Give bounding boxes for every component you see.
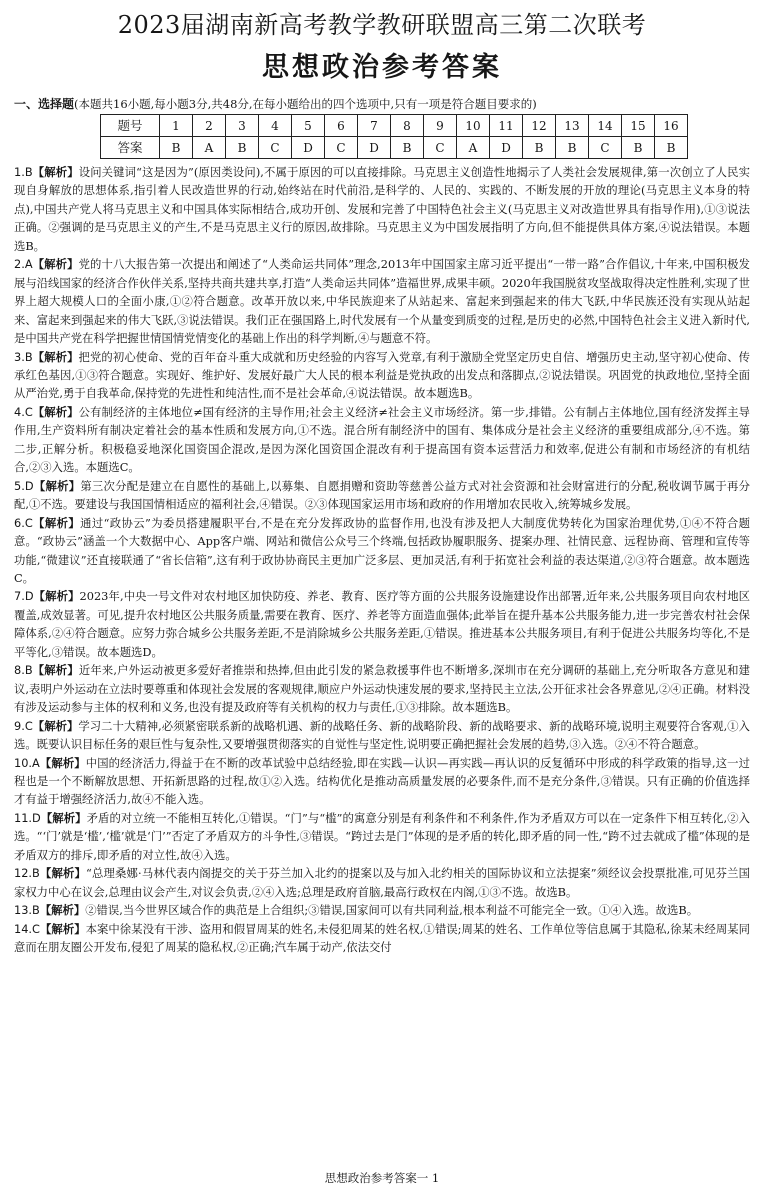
analysis-tag: 【解析】 — [39, 903, 86, 918]
exam-title: 2023届湖南新高考教学教研联盟高三第二次联考 — [117, 11, 647, 39]
item-text: 矛盾的对立统一不能相互转化,①错误。“门”与“槛”的寓意分别是有利条件和不利条件,作为矛盾双方可以在一定条件下相互转化,②入选。“‘门’就是‘槛’,‘槛’就是‘门’”否定了矛盾双方的斗争性,③错误。“跨过去是门”体现的是矛盾的转化,即矛盾的同一性,“跨不过去就成了槛”体现的是矛盾双方的排斥,即矛盾的对立性,故④入选。 — [14, 810, 751, 862]
item-answer: 10.A — [14, 755, 40, 770]
item-text: 通过“政协云”为委员搭建履职平台,不是在充分发挥政协的监督作用,也没有涉及把人大制度优势转化为国家治理优势,①④不符合题意。“政协云”涵盖一个大数据中心、App客户端、网站和微信公众号三个终端,包括政协履职服务、提案办理、社情民意、远程协商、管理和宣传等功能,“微建议”还直接联通了“省长信箱”,这有利于政协协商民主更加广泛多层、更加灵活,有利于拓宽社会利益的表达渠道,②③符合题意。故本题选C。 — [14, 515, 750, 585]
question-number: 8 — [391, 115, 424, 137]
analysis-tag: 【解析】 — [39, 921, 86, 936]
item-answer: 9.C — [14, 718, 33, 733]
answer-cell: A — [457, 137, 490, 159]
explanation-item — [14, 163, 750, 255]
answer-cell: C — [589, 137, 622, 159]
question-number: 16 — [655, 115, 688, 137]
explanation-item — [14, 348, 750, 403]
answer-cell: B — [523, 137, 556, 159]
item-answer: 2.A — [14, 257, 33, 272]
item-text: 把党的初心使命、党的百年奋斗重大成就和历史经验的内容写入党章,有利于激励全党坚定历史自信、增强历史主动,坚守初心使命、传承红色基因,①③符合题意。实现好、维护好、发展好最广大人民的根本利益是党执政的出发点和落脚点,②说法错误。巩固党的执政地位,坚持全面从严治党,勇于自我革命,保持党的先进性和纯洁性,而不是社会革命,④说法错误。故本题选B。 — [14, 349, 751, 401]
question-number: 1 — [160, 115, 193, 137]
explanation-item — [14, 920, 750, 957]
analysis-tag: 【解析】 — [32, 404, 79, 419]
page-footer: 思想政治参考答案一 1 — [324, 1171, 440, 1185]
analysis-tag: 【解析】 — [32, 515, 81, 530]
question-number: 9 — [424, 115, 457, 137]
explanation-item — [14, 477, 750, 514]
item-text: “总理桑娜·马林代表内阁提交的关于芬兰加入北约的提案以及与加入北约相关的国际协议和立法提案”须经议会投票批准,可见芬兰国家权力中心在议会,总理由议会产生,对议会负责,②④入选;总理是政府首脑,最高行政权在内阁,①③不选。故选B。 — [14, 866, 751, 899]
question-number: 15 — [622, 115, 655, 137]
answer-table-row-answers — [101, 137, 688, 159]
question-number: 7 — [358, 115, 391, 137]
answer-cell: D — [490, 137, 523, 159]
item-text: 中国的经济活力,得益于在不断的改革试验中总结经验,即在实践—认识—再实践—再认识的反复循环中形成的科学政策的指导,这一过程也是一个不断解放思想、开拓新思路的过程,故①②入选。结构优化是推动高质量发展的必要条件,而不是充分条件,③错误。只有正确的价值选择才有益于增强经济活力,故④不能入选。 — [14, 755, 750, 807]
question-number: 11 — [490, 115, 523, 137]
section-heading — [14, 96, 750, 112]
answer-cell: B — [622, 137, 655, 159]
answer-cell: C — [259, 137, 292, 159]
analysis-tag: 【解析】 — [40, 810, 87, 825]
item-answer: 6.C — [14, 515, 33, 530]
answer-table-row-numbers — [101, 115, 688, 137]
item-text: 党的十八大报告第一次提出和阐述了“人类命运共同体”理念,2013年中国国家主席习近平提出“一带一路”合作倡议,十年来,中国积极发展与沿线国家的经济合作伙伴关系,坚持共商共建共享,打造“人类命运共同体”造福世界,成果丰硕。2020年我国脱贫攻坚战取得决定性胜利,实现了世界上超大规模人口的全面小康,①②符合题意。改革开放以来,中华民族迎来了从站起来、富起来到强起来的伟大飞跃,中华民族还没有实现从站起来、富起来到强起来的伟大飞跃,③说法错误。我们正在强国路上,时代发展有一个从量变到质变的过程,是历史的必然,中国特色社会主义进入新时代,是中国共产党在科学把握世情国情党情变化的基础上作出的科学判断,④与题意不符。 — [14, 257, 750, 346]
analysis-tag: 【解析】 — [32, 165, 79, 179]
item-text: 学习二十大精神,必须紧密联系新的战略机遇、新的战略任务、新的战略阶段、新的战略要求、新的战略环境,说明主观要符合客观,①入选。既要认识目标任务的艰巨性与复杂性,又要增强贯彻落实的自觉性与坚定性,说明要正确把握社会发展的趋势,③入选。②④不符合题意。 — [14, 718, 750, 752]
explanation-item — [14, 403, 750, 477]
item-text: ②错误,当今世界区域合作的典范是上合组织;③错误,国家间可以有共同利益,根本利益不可能完全一致。①④入选。故选B。 — [85, 903, 699, 918]
explanation-list — [14, 163, 750, 956]
item-text: 2023年,中央一号文件对农村地区加快防疫、养老、教育、医疗等方面的公共服务设施建设作出部署,近年来,公共服务项目向农村地区覆盖,成效显著。可见,提升农村地区公共服务质量,需要在教育、医疗、养老等方面造血强体;此举旨在提升基本公共服务能力,进一步完善农村社会保障体系,②④符合题意。应努力弥合城乡公共服务差距,不是消除城乡公共服务差距,①错误。推进基本公共服务项目,有利于促进公共服务均等化,不是平等化,③错误。故本题选D。 — [14, 589, 750, 659]
answer-cell: B — [226, 137, 259, 159]
explanation-item — [14, 901, 750, 919]
answer-cell: B — [391, 137, 424, 159]
row-label-answers: 答案 — [101, 137, 160, 159]
answer-cell: D — [358, 137, 391, 159]
analysis-tag: 【解析】 — [39, 755, 86, 770]
item-answer: 3.B — [14, 349, 33, 364]
item-answer: 14.C — [14, 921, 40, 936]
analysis-tag: 【解析】 — [32, 718, 79, 733]
question-number: 4 — [259, 115, 292, 137]
answer-cell: A — [193, 137, 226, 159]
item-answer: 13.B — [14, 903, 40, 918]
question-number: 13 — [556, 115, 589, 137]
question-number: 6 — [325, 115, 358, 137]
question-number: 2 — [193, 115, 226, 137]
answer-cell: C — [424, 137, 457, 159]
question-number: 10 — [457, 115, 490, 137]
section-lead: 一、选择题 — [14, 97, 75, 111]
answer-cell: B — [160, 137, 193, 159]
answer-cell: C — [325, 137, 358, 159]
analysis-tag: 【解析】 — [32, 257, 79, 272]
item-answer: 8.B — [14, 663, 33, 678]
item-answer: 12.B — [14, 866, 40, 881]
explanation-item — [14, 809, 750, 864]
answer-cell: B — [655, 137, 688, 159]
item-answer: 7.D — [14, 589, 34, 604]
analysis-tag: 【解析】 — [33, 589, 80, 604]
analysis-tag: 【解析】 — [32, 349, 79, 364]
explanation-item — [14, 661, 750, 716]
section-note: (本题共16小题,每小题3分,共48分,在每小题给出的四个选项中,只有一项是符合题目要求的) — [74, 97, 537, 111]
item-text: 设问关键词“这是因为”(原因类设问),不属于原因的可以直接排除。马克思主义创造性地揭示了人类社会发展规律,第一次创立了人民实现自身解放的思想体系,指引着人民改造世界的行动,始终站在时代前沿,是科学的、人民的、实践的、不断发展的开放的理论(马克思主义本身的特点),中国共产党人将马克思主义和中国具体实际相结合,成功开创、发展和完善了中国特色社会主义(马克思主义对改造世界具有指导作用),①③说法正确。②强调的是马克思主义的产生,不是马克思主义行的原因,故排除。马克思主义为中国发展指明了方向,但不能提供具体方案,④说法错误。本题选B。 — [14, 165, 750, 253]
answer-cell: B — [556, 137, 589, 159]
explanation-item — [14, 587, 750, 661]
item-text: 近年来,户外运动被更多爱好者推崇和热捧,但由此引发的紧急救援事件也不断增多,深圳市在充分调研的基础上,充分听取各方意见和建议,表明户外运动在立法时要尊重和体现社会发展的客观规律,顺应户外运动快速发展的要求,坚持民主立法,公开征求社会各界意见,②④正确。材料没有涉及运动参与主体的权利和义务,也没有提及政府等有关机构的权力与责任,①③排除。故本题选B。 — [14, 663, 751, 715]
question-number: 3 — [226, 115, 259, 137]
explanation-item — [14, 754, 750, 809]
question-number: 12 — [523, 115, 556, 137]
question-number: 5 — [292, 115, 325, 137]
item-text: 公有制经济的主体地位≠国有经济的主导作用;社会主义经济≠社会主义市场经济。第一步,排错。公有制占主体地位,国有经济发挥主导作用,生产资料所有制决定着社会的基本性质和发展方向,①不选。混合所有制经济中的国有、集体成分是社会主义经济的重要组成部分,④不选。第二步,正解分析。积极稳妥地深化国资国企混改,是因为深化国资国企混改有利于提高国有资本运营活力和效率,促进公有制和市场经济的有机结合,②③入选。本题选C。 — [14, 404, 751, 475]
analysis-tag: 【解析】 — [39, 866, 87, 881]
row-label-numbers: 题号 — [101, 115, 160, 137]
item-answer: 4.C — [14, 404, 33, 419]
explanation-item — [14, 717, 750, 754]
item-answer: 11.D — [14, 810, 41, 825]
explanation-item — [14, 864, 750, 901]
page-title: 思想政治参考答案 — [262, 52, 502, 83]
explanation-item — [14, 255, 750, 347]
answer-table — [100, 114, 688, 159]
item-text: 本案中徐某没有干涉、盗用和假冒周某的姓名,未侵犯周某的姓名权,①错误;周某的姓名、工作单位等信息属于其隐私,徐某未经周某同意而在朋友圈公开发布,侵犯了周某的隐私权,②正确;汽车属于动产,依法交付 — [14, 921, 750, 955]
item-text: 第三次分配是建立在自愿性的基础上,以募集、自愿捐赠和资助等慈善公益方式对社会资源和社会财富进行的分配,税收调节属于再分配,①不选。要建设与我国国情相适应的福利社会,④错误。②③体现国家运用市场和政府的作用增加农民收入,统筹城乡发展。 — [14, 478, 750, 512]
analysis-tag: 【解析】 — [33, 478, 81, 493]
item-answer: 5.D — [14, 478, 34, 493]
answer-cell: D — [292, 137, 325, 159]
analysis-tag: 【解析】 — [32, 663, 79, 678]
item-answer: 1.B — [14, 165, 33, 179]
question-number: 14 — [589, 115, 622, 137]
explanation-item — [14, 514, 750, 588]
